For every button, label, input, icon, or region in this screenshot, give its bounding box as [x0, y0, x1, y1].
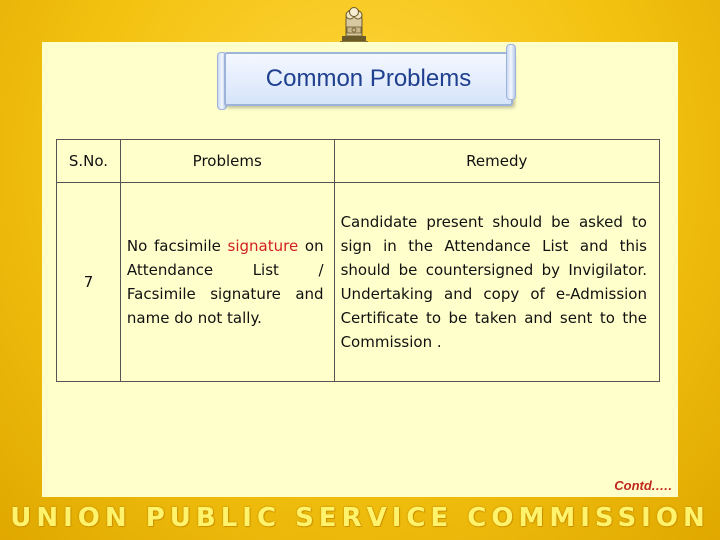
table-header-row — [57, 140, 660, 183]
scroll-roll-right — [506, 44, 516, 100]
row-sno: 7 — [57, 183, 121, 382]
problem-text — [127, 234, 324, 330]
remedy-text: Candidate present should be asked to sign in the Attendance List and this should be countersigned by Invigilator. Undertaking and copy of e-Admission Certificate to be taken and sent to the Commission . — [340, 213, 647, 351]
problems-table — [56, 139, 660, 382]
header-problems: Problems — [120, 140, 334, 183]
scroll-body — [224, 52, 513, 106]
continued-label: Contd.…. — [614, 478, 672, 493]
row-problem — [120, 183, 334, 382]
problem-highlight: signature — [227, 237, 299, 255]
header-sno: S.No. — [57, 140, 121, 183]
problem-text-part2: on Attendance List / Facsimile signature and name do not tally. — [126, 237, 324, 327]
problem-text-part1: No facsimile — [126, 237, 228, 255]
header-remedy: Remedy — [334, 140, 659, 183]
footer-organization-name: UNION PUBLIC SERVICE COMMISSION — [10, 503, 710, 533]
row-remedy — [334, 183, 659, 382]
title-banner — [214, 44, 519, 104]
page-title: Common Problems — [265, 65, 472, 92]
content-panel — [42, 42, 678, 497]
table-row — [57, 183, 660, 382]
national-emblem-icon — [334, 0, 374, 48]
